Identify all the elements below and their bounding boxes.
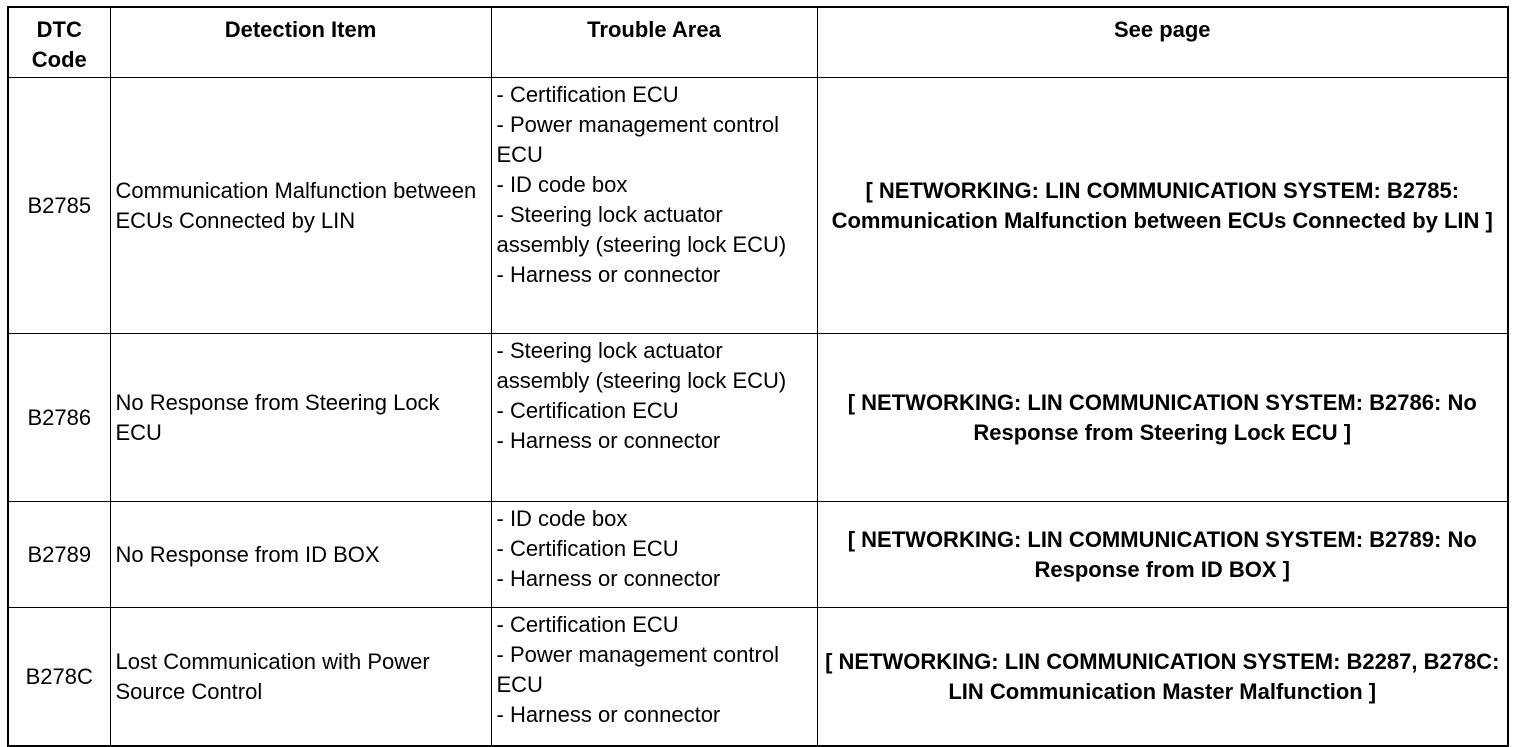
trouble-area-item: - Certification ECU (496, 612, 679, 637)
trouble-area-item: - ID code box (496, 172, 628, 197)
header-trouble-area: Trouble Area (491, 7, 817, 78)
detection-item-cell: No Response from ID BOX (110, 502, 491, 608)
detection-item-cell: Communication Malfunction between ECUs Connected by LIN (110, 78, 491, 334)
table-row (8, 502, 1508, 608)
trouble-area-item: - Steering lock actuator assembly (steering lock ECU) (496, 202, 787, 257)
detection-item-cell: No Response from Steering Lock ECU (110, 334, 491, 502)
trouble-area-item: - Harness or connector (496, 566, 721, 591)
table-row (8, 78, 1508, 334)
see-page-link[interactable]: [ NETWORKING: LIN COMMUNICATION SYSTEM: B2786: No Response from Steering Lock ECU ] (817, 334, 1508, 502)
trouble-area-item: - Steering lock actuator assembly (steering lock ECU) (496, 338, 787, 393)
detection-item-cell: Lost Communication with Power Source Control (110, 608, 491, 747)
header-dtc-code: DTC Code (8, 7, 110, 78)
table-row (8, 334, 1508, 502)
table-row (8, 608, 1508, 747)
trouble-area-cell (491, 334, 817, 502)
trouble-area-item: - Certification ECU (496, 536, 679, 561)
header-detection-item: Detection Item (110, 7, 491, 78)
dtc-code-cell: B278C (8, 608, 110, 747)
see-page-link[interactable]: [ NETWORKING: LIN COMMUNICATION SYSTEM: B2785: Communication Malfunction between ECUs Connected by LIN ] (817, 78, 1508, 334)
dtc-code-cell: B2786 (8, 334, 110, 502)
see-page-link[interactable]: [ NETWORKING: LIN COMMUNICATION SYSTEM: B2789: No Response from ID BOX ] (817, 502, 1508, 608)
trouble-area-item: - Power management control ECU (496, 642, 786, 697)
trouble-area-item: - Harness or connector (496, 262, 721, 287)
trouble-area-cell (491, 502, 817, 608)
trouble-area-item: - Harness or connector (496, 702, 721, 727)
dtc-table (7, 6, 1509, 747)
see-page-link[interactable]: [ NETWORKING: LIN COMMUNICATION SYSTEM: B2287, B278C: LIN Communication Master Malfunction ] (817, 608, 1508, 747)
trouble-area-item: - Certification ECU (496, 398, 679, 423)
trouble-area-cell (491, 608, 817, 747)
dtc-code-cell: B2785 (8, 78, 110, 334)
dtc-code-cell: B2789 (8, 502, 110, 608)
trouble-area-item: - Power management control ECU (496, 112, 786, 167)
table-header-row (8, 7, 1508, 78)
trouble-area-cell (491, 78, 817, 334)
trouble-area-item: - ID code box (496, 506, 628, 531)
trouble-area-item: - Harness or connector (496, 428, 721, 453)
header-see-page: See page (817, 7, 1508, 78)
trouble-area-item: - Certification ECU (496, 82, 679, 107)
